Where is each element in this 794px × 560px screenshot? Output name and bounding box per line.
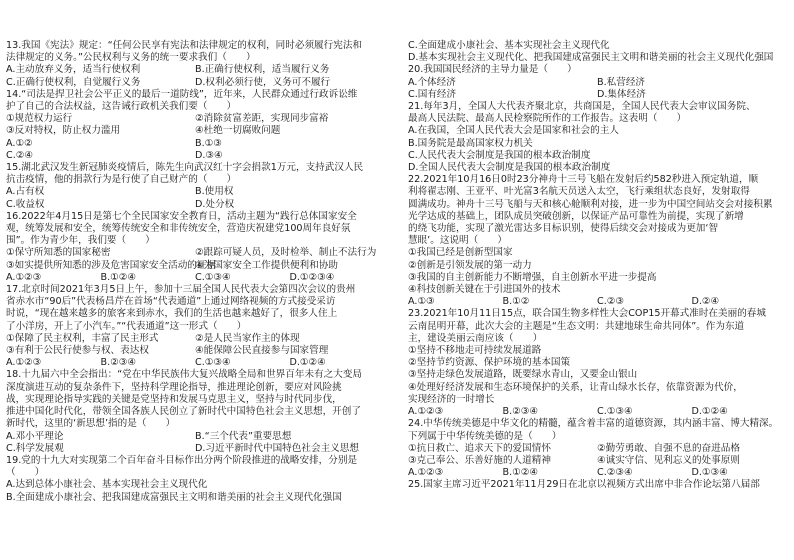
question-block <box>6 211 384 284</box>
answer-option[interactable]: D.③④ <box>195 149 223 161</box>
answer-option[interactable]: A.①②③ <box>6 271 42 283</box>
answer-options <box>6 186 384 210</box>
question-block <box>6 162 384 211</box>
question-text-line: 利将翟志刚、王亚平、叶光富3名航天员送入太空，飞行乘组状态良好，发射取得 <box>408 186 750 198</box>
answer-options <box>6 64 384 88</box>
answer-option[interactable]: C.正确行使权利，自觉履行义务 <box>6 76 141 88</box>
statement-item: ②勤劳勇敢、自强不息的奋进品格 <box>597 442 740 454</box>
answer-option[interactable]: A.达到总体小康社会、基本实现社会主义现代化 <box>6 479 208 491</box>
answer-option[interactable]: B.①②④ <box>100 271 136 283</box>
answer-option[interactable]: C.人民代表大会制度是我国的根本政治制度 <box>408 149 591 161</box>
question-block <box>408 418 786 479</box>
left-column <box>6 40 384 504</box>
answer-option[interactable]: B.①② <box>502 296 530 308</box>
question-text-line: 圆满成功。神舟十三号飞船与天和核心舱顺利对接，进一步为中国空间站交会对接积累 <box>408 198 773 210</box>
answer-option[interactable]: D.习近平新时代中国特色社会主义思想 <box>195 442 359 454</box>
answer-option[interactable]: A.主动放弃义务，适当行使权利 <box>6 64 141 76</box>
question-text-line: 时说，“现在越来越多的旅客来到赤水，我们的生活也越来越好了，很多人住上 <box>6 308 338 320</box>
statement-item: ④诚实守信、见利忘义的处事原则 <box>597 454 740 466</box>
answer-option[interactable]: A.①② <box>6 137 33 149</box>
answer-option[interactable]: C.①③④ <box>195 271 231 283</box>
answer-options <box>408 406 786 418</box>
statement-item: ②坚持节约资源、保护环境的基本国策 <box>408 357 571 369</box>
answer-option[interactable]: D.①②③④ <box>289 271 335 283</box>
answer-option[interactable]: C.①③④ <box>195 357 231 369</box>
answer-option[interactable]: A.①③ <box>408 296 435 308</box>
question-text-line: 13.我国《宪法》规定：“任何公民享有宪法和法律规定的权利，同时必须履行宪法和 <box>6 40 363 51</box>
question-block <box>408 479 786 491</box>
answer-option[interactable]: D.①③④ <box>691 467 728 479</box>
question-text-line: 19.党的十九大对实现第二个百年奋斗目标作出分两个阶段推进的战略安排，分别是 <box>6 454 358 466</box>
statement-item: ③我国的自主创新能力不断增强，自主创新水平进一步提高 <box>408 271 657 283</box>
question-text-line: 20.我国国民经济的主导力量是（ ） <box>408 64 577 76</box>
statement-item: ④为国家安全工作提供便利和协助 <box>195 259 338 271</box>
question-block <box>408 64 786 101</box>
answer-option[interactable]: ④杜绝一切腐败问题 <box>195 125 281 137</box>
right-column <box>408 40 786 492</box>
answer-option[interactable]: B.私营经济 <box>597 76 646 88</box>
answer-option[interactable]: A.占有权 <box>6 186 45 198</box>
answer-options <box>6 479 384 503</box>
question-text-line: 云南昆明开幕，此次大会的主题是“生态文明：共建地球生命共同体”。作为东道 <box>408 320 745 332</box>
statement-list <box>6 333 384 357</box>
answer-options <box>408 296 786 308</box>
answer-option[interactable]: A.邓小平理论 <box>6 430 64 442</box>
question-text-line: 法律规定的义务。”公民权利与义务的统一要求我们（ ） <box>6 52 256 64</box>
statement-item: ③如实提供所知悉的涉及危害国家安全活动的证据 <box>6 259 217 271</box>
question-block <box>408 308 786 418</box>
question-text-line: 16.2022年4月15日是第七个全民国家安全教育日，活动主题为“践行总体国家安全 <box>6 210 357 222</box>
answer-options <box>408 125 786 174</box>
answer-option[interactable]: D.集体经济 <box>597 88 646 100</box>
answer-option[interactable]: A.①②③ <box>408 467 444 479</box>
question-text-line: 15.湖北武汉发生新冠肺炎疫情后，陈先生向武汉红十字会捐款1万元，支持武汉人民 <box>6 162 364 174</box>
answer-option[interactable]: B.②③④ <box>502 406 538 418</box>
answer-option[interactable]: B.全面建成小康社会、把我国建成富强民主文明和谐美丽的社会主义现代化强国 <box>6 491 342 503</box>
statement-item: ③有利于公民行使参与权、表达权 <box>6 345 149 357</box>
question-text-line: 21.每年3月，全国人大代表齐聚北京，共商国是，全国人民代表大会审议国务院、 <box>408 101 756 113</box>
question-text-line: 23.2021年10月11日15点，联合国生物多样性大会COP15开幕式准时在美丽的春城 <box>408 308 766 320</box>
answer-option[interactable]: ③反对特权，防止权力滥用 <box>6 125 121 137</box>
answer-option[interactable]: C.①③④ <box>597 406 633 418</box>
answer-option[interactable]: B.国务院是最高国家权力机关 <box>408 137 533 149</box>
answer-option[interactable]: C.科学发展观 <box>6 442 64 454</box>
question-text-line: 光学达成的基础上，团队成员突破创新，以保证产品可靠性为前提，实现了新增 <box>408 210 744 222</box>
question-text-line: 下列属于中华传统美德的是（ ） <box>408 430 562 442</box>
question-text-line: 最高人民法院、最高人民检察院所作的工作报告。这表明（ ） <box>408 113 687 125</box>
answer-option[interactable]: B.②③④ <box>100 357 136 369</box>
answer-option[interactable]: A.个体经济 <box>408 76 456 88</box>
answer-options <box>408 467 786 479</box>
question-text-line: 围”。作为青少年，我们要（ ） <box>6 235 155 247</box>
answer-option[interactable]: ②消除贫富差距，实现同步富裕 <box>195 113 329 125</box>
answer-option[interactable]: C.收益权 <box>6 198 45 210</box>
statement-item: ②跟踪可疑人员，及时检举、制止不法行为 <box>195 247 377 259</box>
answer-option[interactable]: A.在我国，全国人民代表大会是国家和社会的主人 <box>408 125 619 137</box>
question-text-line: 18.十九届六中全会指出：“党在中华民族伟大复兴战略全局和世界百年未有之大变局 <box>6 369 363 381</box>
answer-option[interactable]: B.正确行使权利，适当履行义务 <box>195 64 330 76</box>
answer-option[interactable]: D.处分权 <box>195 198 235 210</box>
question-block <box>408 40 786 64</box>
answer-option[interactable]: D.权利必须行使，义务可不履行 <box>195 76 331 88</box>
answer-option[interactable]: B.①③ <box>195 137 222 149</box>
question-text-line: 推进中国化时代化，带领全国各族人民创立了新时代中国特色社会主义思想，开创了 <box>6 406 361 418</box>
question-text-line: 22.2021年10月16日0时23分神舟十三号飞船在发射后约582秒进入预定轨道，顺 <box>408 174 759 186</box>
answer-options <box>6 431 384 455</box>
question-text-line: （ ） <box>6 467 45 479</box>
statement-item: ①坚持不移地走可持续发展道路 <box>408 345 542 357</box>
question-text-line: 了小洋房，开上了小汽车。”“代表通道”这一形式（ ） <box>6 320 247 332</box>
statement-item: ②是人民当家作主的体现 <box>195 332 300 344</box>
answer-option[interactable]: D.①②④ <box>289 357 326 369</box>
question-text-line: 慧眼’。这说明（ ） <box>408 235 507 247</box>
answer-options <box>6 357 384 369</box>
question-block <box>6 40 384 89</box>
question-text-line: 17.北京时间2021年3月5日上午，参加十三届全国人民代表大会第四次会议的贵州 <box>6 284 356 296</box>
question-text-line: 护了自己的合法权益，这告诫行政机关我们要（ ） <box>6 101 237 113</box>
answer-option[interactable]: A.①②③ <box>6 357 42 369</box>
statement-list <box>408 443 786 467</box>
question-block <box>6 89 384 162</box>
question-text-line: 主，建设美丽云南应该（ ） <box>408 332 543 344</box>
question-block <box>6 455 384 504</box>
answer-options <box>408 40 786 64</box>
statement-list <box>6 247 384 271</box>
answer-option[interactable]: A.①②③ <box>408 406 444 418</box>
answer-option[interactable]: ①规范权力运行 <box>6 113 73 125</box>
answer-option[interactable]: C.②④ <box>6 149 33 161</box>
question-text-line: 新时代，这里的‘新思想’指的是（ ） <box>6 418 176 430</box>
question-block <box>6 284 384 369</box>
answer-option[interactable]: D.基本实现社会主义现代化、把我国建成富强民主文明和谐美丽的社会主义现代化强国 <box>408 52 774 64</box>
statement-item: ①抗日救亡、追求天下的爱国情怀 <box>408 442 551 454</box>
answer-option[interactable]: C.②③ <box>597 296 624 308</box>
answer-option[interactable]: D.全国人民代表大会制度是我国的根本政治制度 <box>408 162 611 174</box>
question-text-line: 深度演进互动的复杂条件下，坚持科学理论指导，推进理论创新，要应对风险挑 <box>6 381 342 393</box>
question-block <box>6 369 384 454</box>
answer-option[interactable]: C.②③④ <box>597 467 633 479</box>
answer-options <box>6 272 384 284</box>
answer-options <box>6 113 384 162</box>
statement-item: ④科技创新关键在于引进国外的技术 <box>408 284 561 296</box>
answer-option[interactable]: C.国有经济 <box>408 88 457 100</box>
answer-options <box>408 77 786 101</box>
statement-item: ①保守所知悉的国家秘密 <box>6 247 111 259</box>
question-text-line: 25.国家主席习近平2021年11月29日在北京以视频方式出席中非合作论坛第八届部 <box>408 479 760 491</box>
question-text-line: 抗击疫情，他的捐款行为是行使了自己财产的（ ） <box>6 174 237 186</box>
statement-item: ①我国已经是创新型国家 <box>408 247 513 259</box>
statement-item: ③坚持走绿色发展道路，既要绿水青山，又要金山银山 <box>408 369 638 381</box>
question-text-line: 观，统筹发展和安全，统筹传统安全和非传统安全，营造庆祝建党100周年良好氛 <box>6 223 351 235</box>
statement-item: 实现经济的一时增长 <box>408 393 495 405</box>
question-block <box>408 174 786 308</box>
answer-option[interactable]: C.全面建成小康社会、基本实现社会主义现代化 <box>408 40 610 51</box>
statement-item: ③克己奉公、乐善好施的人道精神 <box>408 454 551 466</box>
question-block <box>408 101 786 174</box>
question-text-line: 14.“司法是捍卫社会公平正义的最后一道防线”，近年来，人民群众通过行政诉讼维 <box>6 88 358 100</box>
question-text-line: 省赤水市“90后”代表杨昌芹在首场“代表通道”上通过网络视频的方式接受采访 <box>6 296 336 308</box>
statement-item: ④能保障公民直接参与国家管理 <box>195 345 329 357</box>
question-text-line: 的绕飞功能，实现了激光雷达多目标识别，使得后续交会对接成为更加‘智 <box>408 223 719 235</box>
statement-item: ④处理好经济发展和生态环境保护的关系，让青山绿水长存，依靠资源为代价， <box>408 381 743 393</box>
answer-option[interactable]: D.①②④ <box>691 406 728 418</box>
question-text-line: 战，实现理论指导实践的关键是党坚持和发展马克思主义，坚持与时代同步伐， <box>6 393 342 405</box>
statement-list <box>408 345 786 406</box>
answer-option[interactable]: B.使用权 <box>195 186 234 198</box>
statement-list <box>408 247 786 296</box>
answer-option[interactable]: B.①②④ <box>502 467 538 479</box>
question-text-line: 24.中华传统美德是中华文化的精髓，蕴含着丰富的道德资源，其内涵丰富、博大精深。 <box>408 418 779 430</box>
statement-item: ②创新是引领发展的第一动力 <box>408 259 532 271</box>
answer-option[interactable]: D.②④ <box>691 296 720 308</box>
answer-option[interactable]: B.“三个代表”重要思想 <box>195 430 292 442</box>
statement-item: ①保障了民主权利，丰富了民主形式 <box>6 332 159 344</box>
